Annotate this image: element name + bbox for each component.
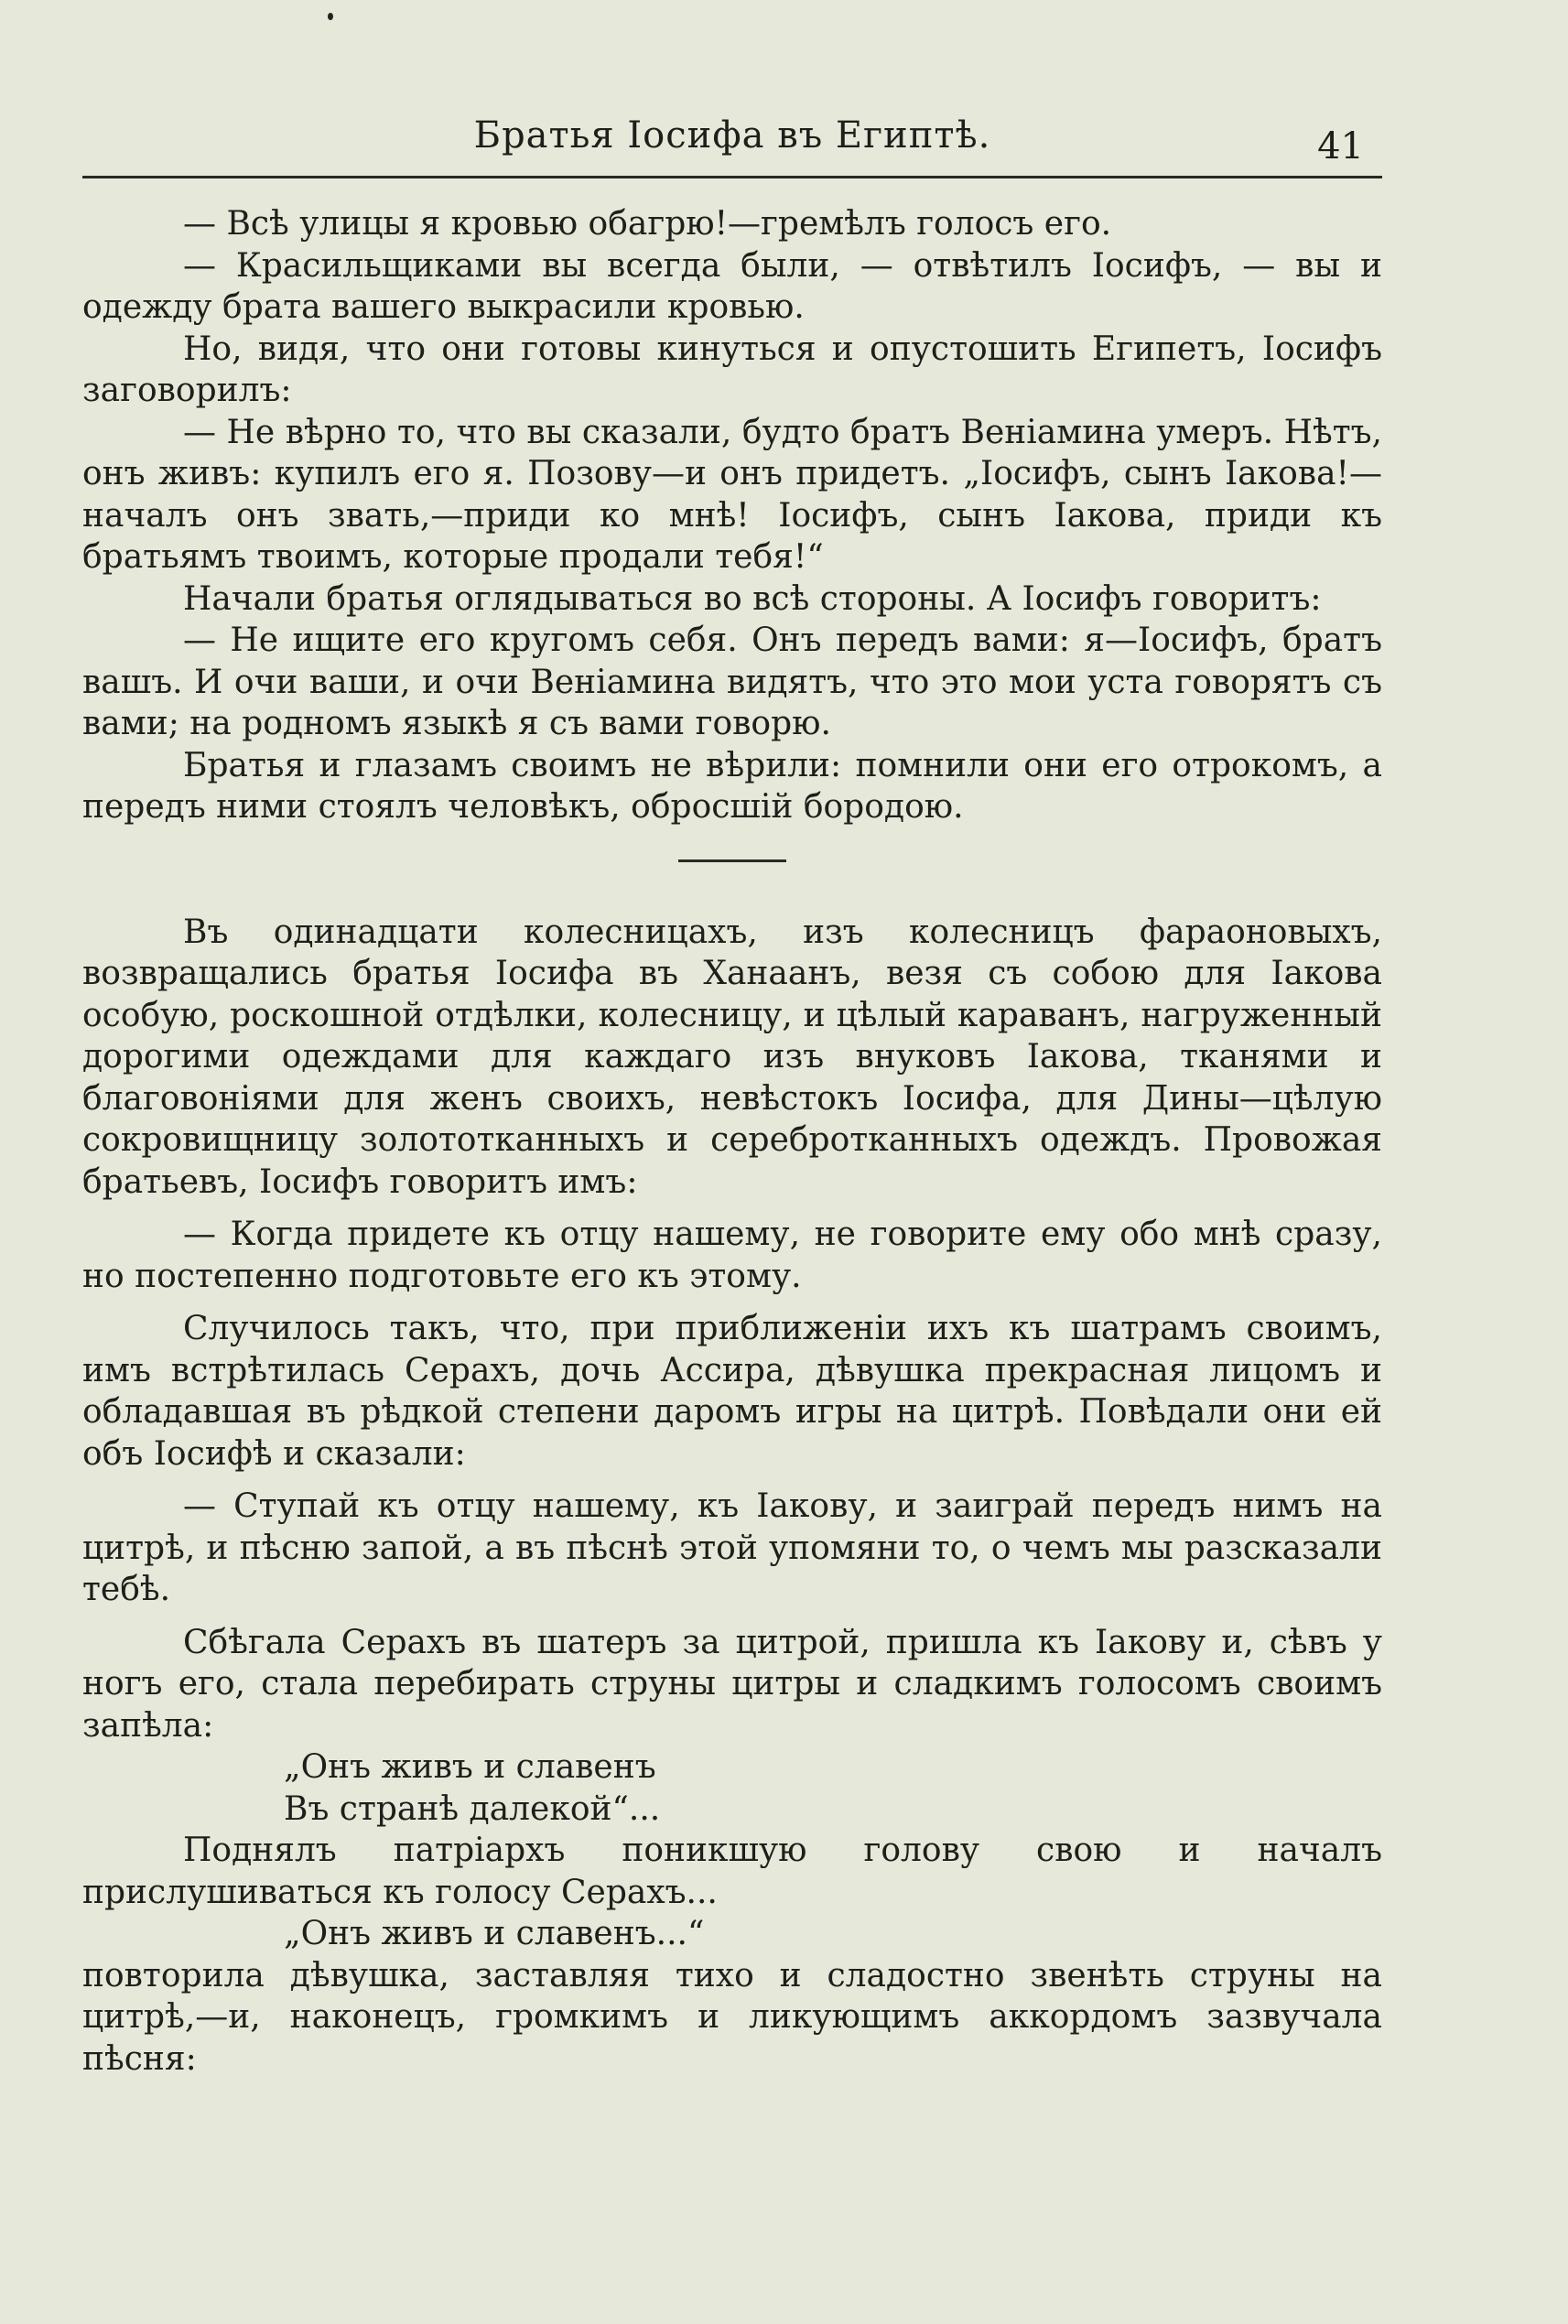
page-body [82, 203, 1382, 2080]
page-header [82, 114, 1382, 178]
paragraph: — Не вѣрно то, что вы сказали, будто братъ Веніамина умеръ. Нѣтъ, онъ живъ: купилъ его я. Позову—и онъ придетъ. „Іосифъ, сынъ Іакова!—началъ онъ звать,—приди ко мнѣ! Іосифъ, сынъ Іакова, приди къ братьямъ твоимъ, которые продали тебя!“ [82, 413, 1382, 576]
running-title: Братья Іосифа въ Египтѣ. [473, 114, 991, 157]
paragraph: — Не ищите его кругомъ себя. Онъ передъ вами: я—Іосифъ, братъ вашъ. И очи ваши, и очи Веніамина видятъ, что это мои уста говорятъ съ вами; на родномъ языкѣ я съ вами говорю. [82, 622, 1382, 742]
section-divider [678, 859, 786, 862]
page-number: 41 [1317, 125, 1364, 168]
paragraph: — Когда придете къ отцу нашему, не говорите ему обо мнѣ сразу, но постепенно подготовьте его къ этому. [82, 1216, 1382, 1295]
paragraph: Поднялъ патріархъ поникшую голову свою и началъ прислушиваться къ голосу Серахъ... [82, 1832, 1382, 1911]
paragraph: Начали братья оглядываться во всѣ стороны. А Іосифъ говоритъ: [183, 579, 1322, 618]
paragraph: Сбѣгала Серахъ въ шатеръ за цитрой, пришла къ Іакову и, сѣвъ у ногъ его, стала перебирать струны цитры и сладкимъ голосомъ своимъ запѣла: [82, 1623, 1382, 1745]
verse-line: „Онъ живъ и славенъ...“ [284, 1915, 705, 1952]
verse-line: „Онъ живъ и славенъ [284, 1748, 656, 1786]
paragraph: Братья и глазамъ своимъ не вѣрили: помнили они его отрокомъ, а передъ ними стоялъ человѣкъ, обросшій бородою. [82, 746, 1382, 826]
paragraph: — Всѣ улицы я кровью обагрю!—гремѣлъ голосъ его. [183, 205, 1112, 243]
paragraph: Но, видя, что они готовы кинуться и опустошить Египетъ, Іосифъ заговорилъ: [82, 330, 1382, 409]
paragraph: — Ступай къ отцу нашему, къ Іакову, и заиграй передъ нимъ на цитрѣ, и пѣсню запой, а въ пѣснѣ этой упомяни то, о чемъ мы разсказали тебѣ. [82, 1487, 1382, 1608]
paragraph: повторила дѣвушка, заставляя тихо и сладостно звенѣть струны на цитрѣ,—и, наконецъ, громкимъ и ликующимъ аккордомъ зазвучала пѣсня: [82, 1956, 1382, 2078]
paragraph: Случилось такъ, что, при приближеніи ихъ къ шатрамъ своимъ, имъ встрѣтилась Серахъ, дочь Ассира, дѣвушка прекрасная лицомъ и обладавшая въ рѣдкой степени даромъ игры на цитрѣ. Повѣдали они ей объ Іосифѣ и сказали: [82, 1310, 1382, 1473]
header-rule [82, 176, 1382, 178]
ink-speck [328, 13, 333, 20]
verse-line: Въ странѣ далекой“... [284, 1789, 661, 1828]
paragraph: — Красильщиками вы всегда были, — отвѣтилъ Іосифъ, — вы и одежду брата вашего выкрасили кровью. [82, 246, 1382, 326]
paragraph: Въ одинадцати колесницахъ, изъ колесницъ фараоновыхъ, возвращались братья Іосифа въ Ханаанъ, везя съ собою для Іакова особую, роскошной отдѣлки, колесницу, и цѣлый караванъ, нагруженный дорогими одеждами для каждаго изъ внуковъ Іакова, тканями и благовоніями для женъ своихъ, невѣстокъ Іосифа, для Дины—цѣлую сокровищницу золототканныхъ и серебротканныхъ одеждъ. Провожая братьевъ, Іосифъ говоритъ имъ: [82, 913, 1382, 1201]
